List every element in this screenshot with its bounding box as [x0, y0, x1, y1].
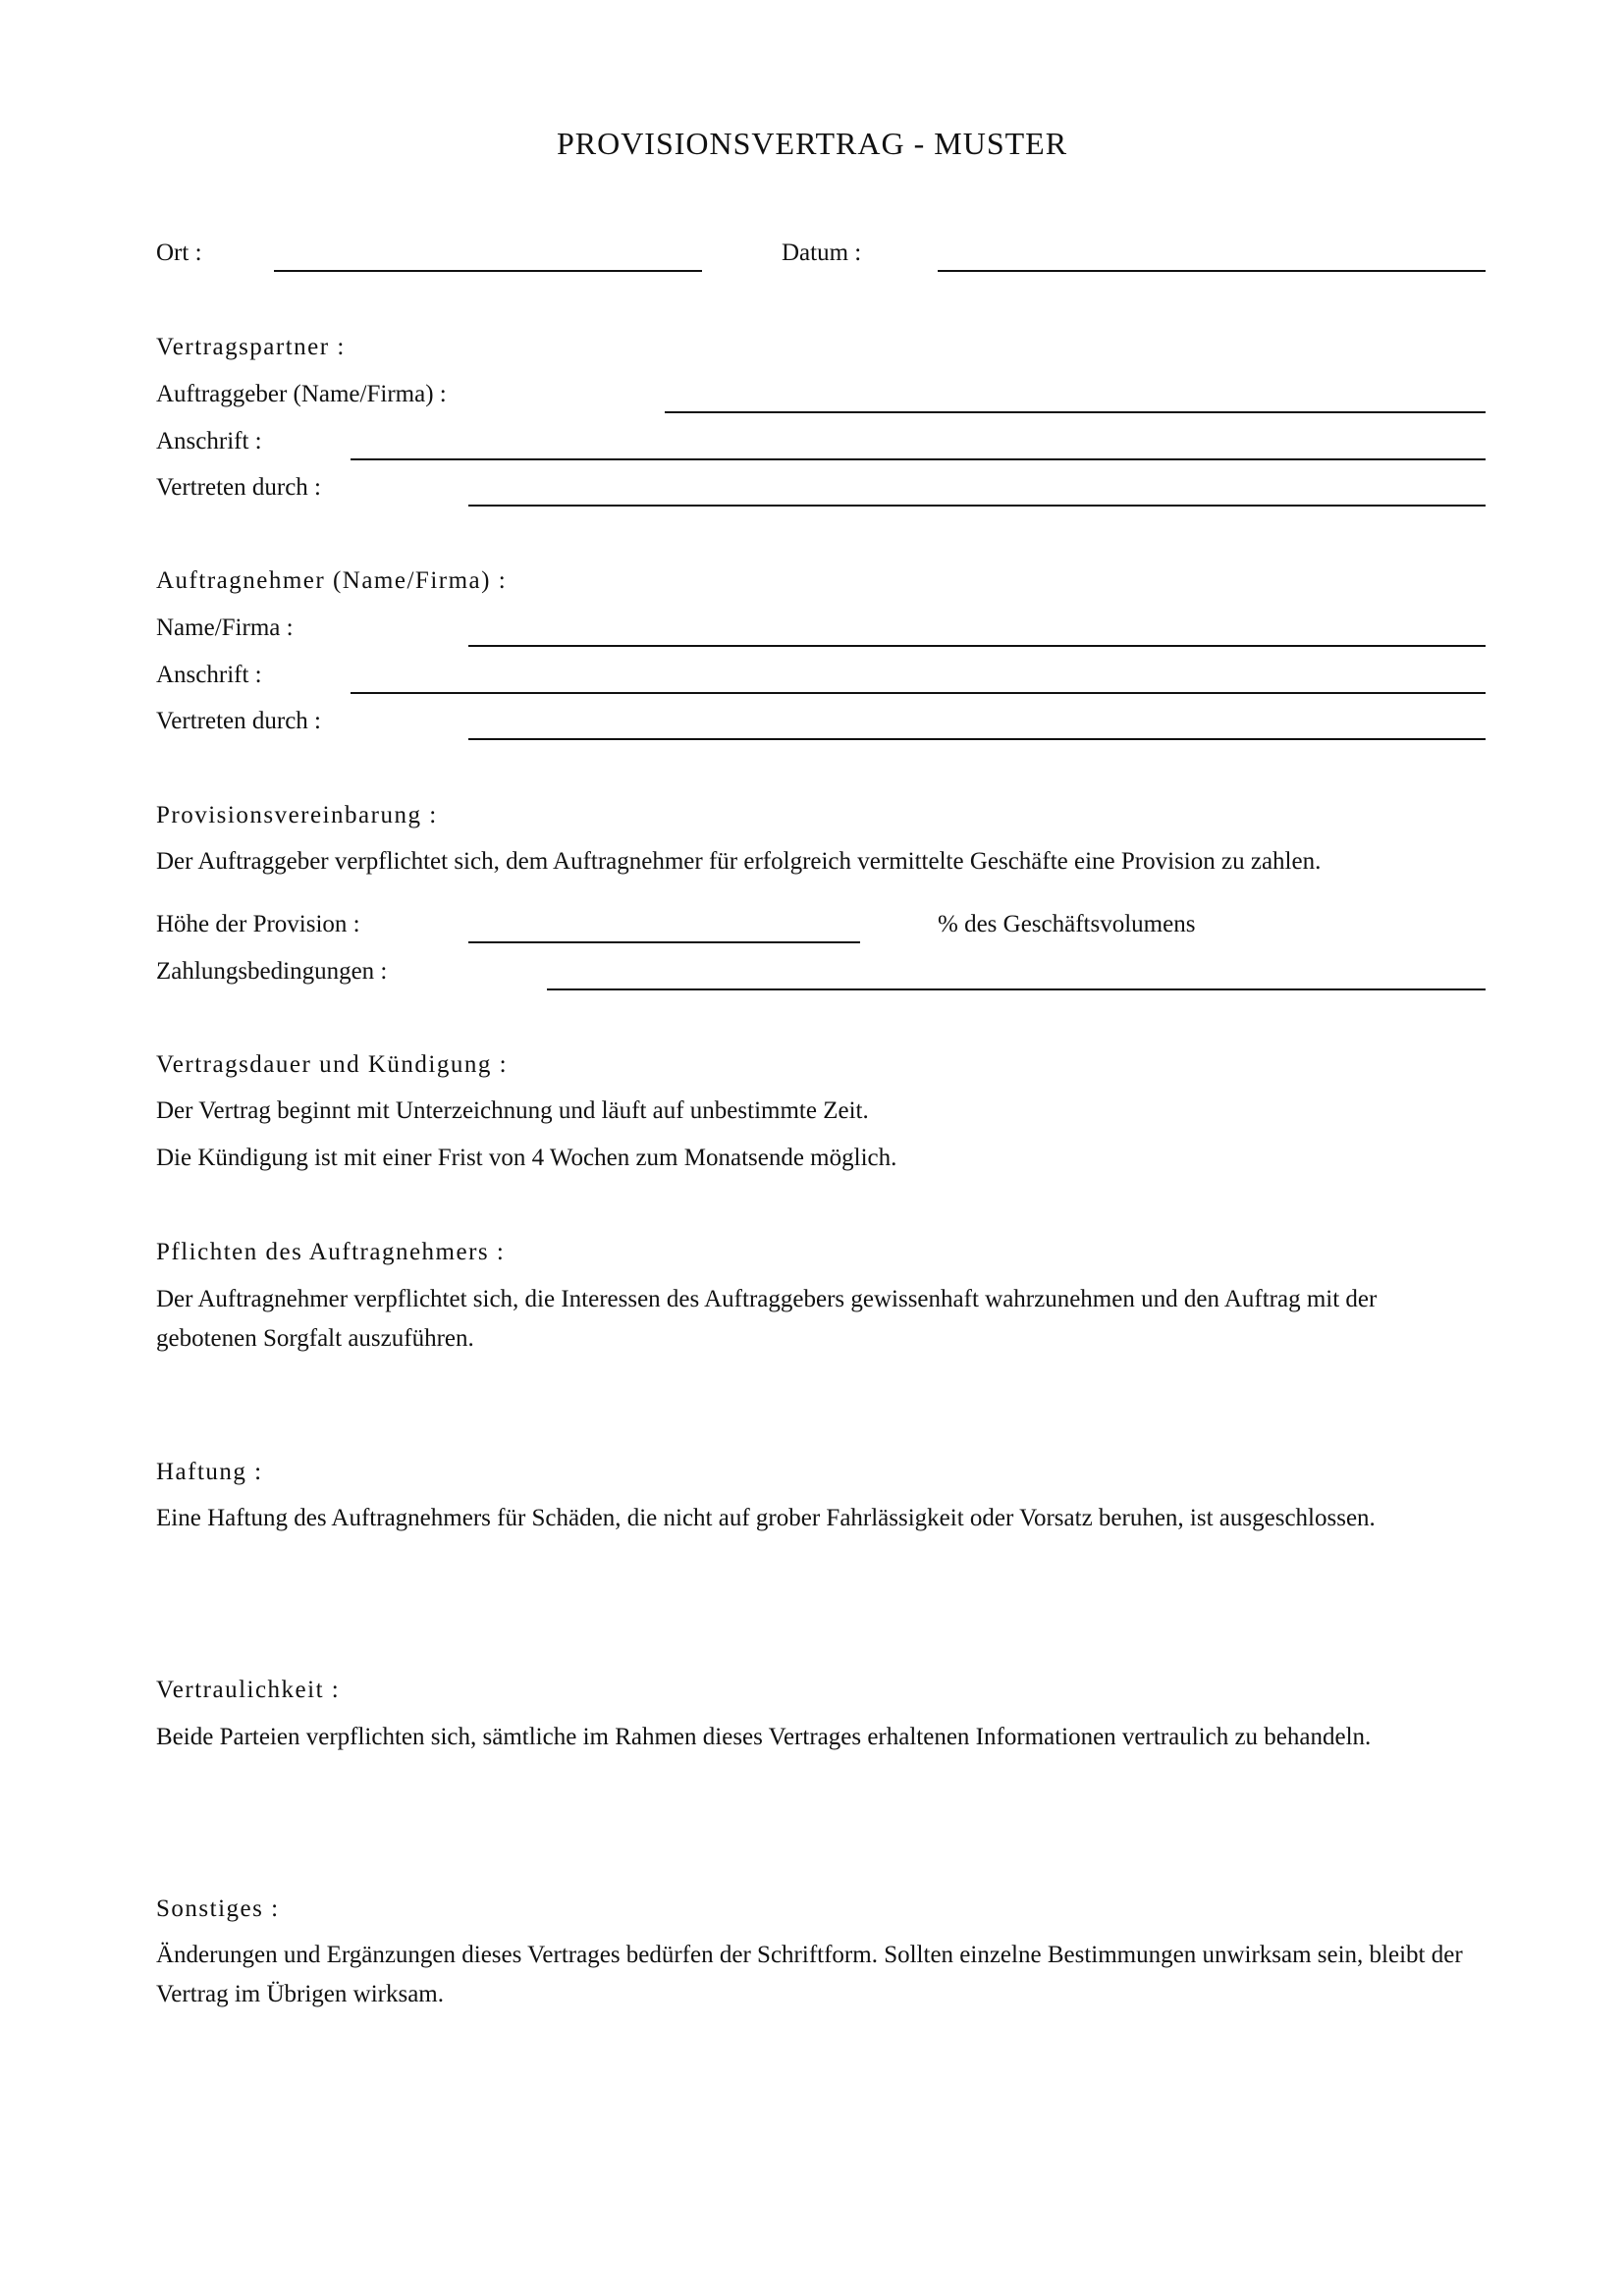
contractor-name-label: Name/Firma : — [156, 614, 294, 641]
contractor-name-field[interactable] — [468, 645, 1486, 647]
ort-label: Ort : — [156, 240, 202, 266]
commission-amount-field[interactable] — [468, 941, 860, 943]
confidentiality-heading: Vertraulichkeit : — [156, 1677, 341, 1703]
contractor-address-label: Anschrift : — [156, 662, 262, 688]
liability-text: Eine Haftung des Auftragnehmers für Schäden, die nicht auf grober Fahrlässigkeit oder Vorsatz beruhen, ist ausgeschlossen. — [156, 1505, 1376, 1531]
contractor-heading: Auftragnehmer (Name/Firma) : — [156, 567, 508, 594]
payment-terms-field[interactable] — [547, 988, 1486, 990]
duties-heading: Pflichten des Auftragnehmers : — [156, 1239, 506, 1265]
misc-text: Änderungen und Ergänzungen dieses Vertrages bedürfen der Schriftform. Sollten einzelne Bestimmungen unwirksam sein, bleibt der Vertrag im Übrigen wirksam. — [156, 1942, 1463, 2007]
commission-text: Der Auftraggeber verpflichtet sich, dem Auftragnehmer für erfolgreich vermittelte Geschäfte eine Provision zu zahlen. — [156, 848, 1322, 875]
liability-heading: Haftung : — [156, 1459, 263, 1485]
client-name-label: Auftraggeber (Name/Firma) : — [156, 381, 447, 407]
client-represented-label: Vertreten durch : — [156, 474, 321, 501]
commission-amount-label: Höhe der Provision : — [156, 911, 360, 937]
payment-terms-label: Zahlungsbedingungen : — [156, 958, 388, 985]
contractor-represented-label: Vertreten durch : — [156, 708, 321, 734]
document-title: PROVISIONSVERTRAG - MUSTER — [556, 126, 1068, 161]
confidentiality-text: Beide Parteien verpflichten sich, sämtliche im Rahmen dieses Vertrages erhaltenen Informationen vertraulich zu behandeln. — [156, 1724, 1372, 1750]
ort-field[interactable] — [274, 270, 702, 272]
client-name-field[interactable] — [665, 411, 1486, 413]
misc-heading: Sonstiges : — [156, 1896, 280, 1922]
client-address-label: Anschrift : — [156, 428, 262, 454]
client-address-field[interactable] — [351, 458, 1486, 460]
commission-heading: Provisionsvereinbarung : — [156, 802, 438, 828]
contractor-address-field[interactable] — [351, 692, 1486, 694]
datum-field[interactable] — [938, 270, 1486, 272]
commission-amount-suffix: % des Geschäftsvolumens — [938, 911, 1196, 937]
contractor-represented-field[interactable] — [468, 738, 1486, 740]
duration-heading: Vertragsdauer und Kündigung : — [156, 1051, 509, 1078]
parties-heading: Vertragspartner : — [156, 334, 346, 360]
datum-label: Datum : — [782, 240, 862, 266]
duration-line-2: Die Kündigung ist mit einer Frist von 4 Wochen zum Monatsende möglich. — [156, 1145, 897, 1171]
client-represented-field[interactable] — [468, 505, 1486, 507]
duration-line-1: Der Vertrag beginnt mit Unterzeichnung und läuft auf unbestimmte Zeit. — [156, 1097, 869, 1124]
duties-text: Der Auftragnehmer verpflichtet sich, die Interessen des Auftraggebers gewissenhaft wahrzunehmen und den Auftrag mit der gebotenen Sorgfalt auszuführen. — [156, 1286, 1378, 1352]
